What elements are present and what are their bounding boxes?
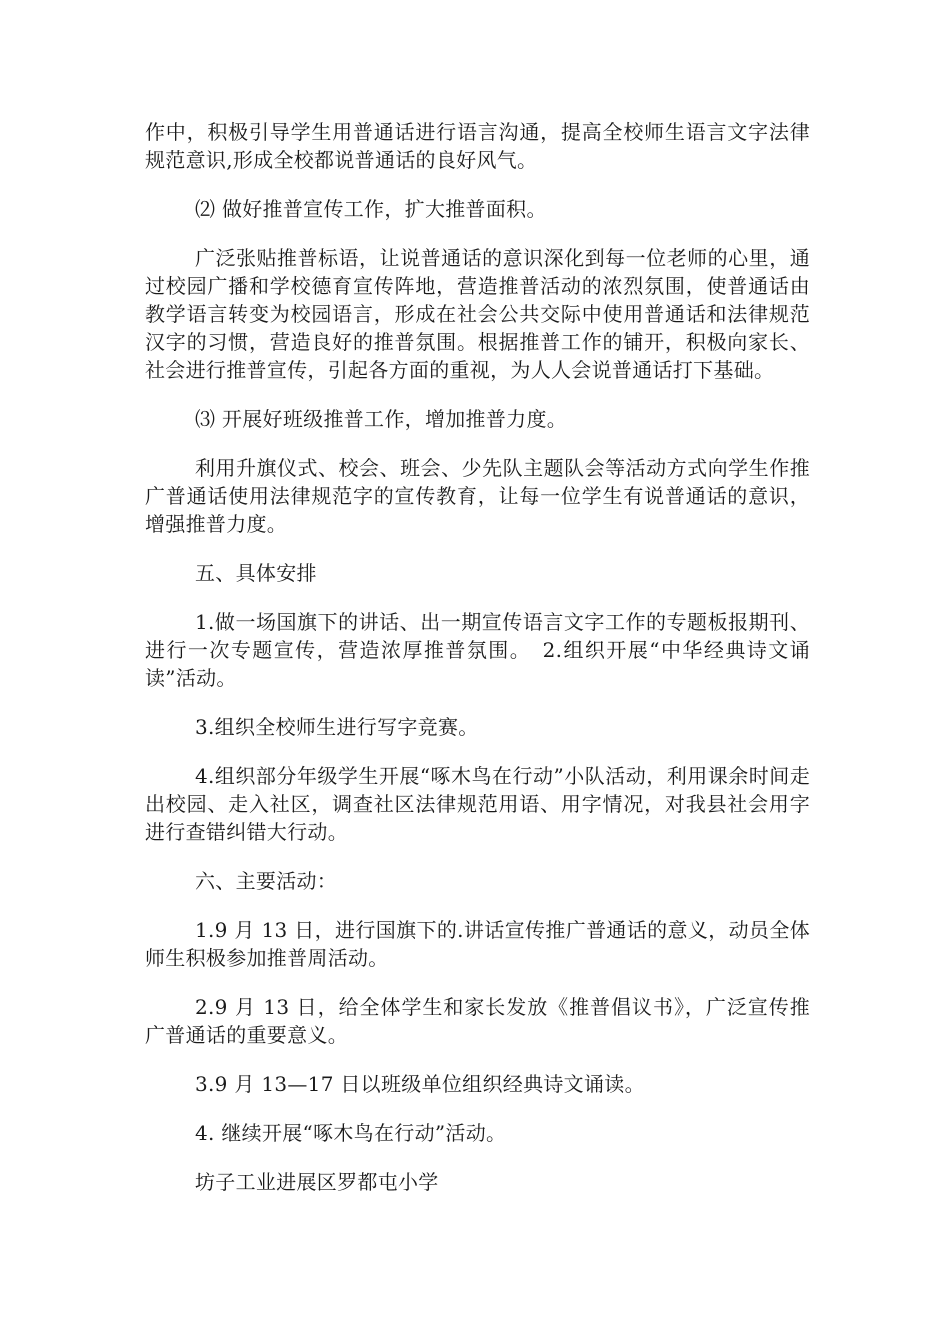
paragraph-flag-ceremony: 利用升旗仪式、校会、班会、少先队主题队会等活动方式向学生作推广普通话使用法律规范字的宣传教育，让每一位学生有说普通话的意识，增强推普力度。 — [145, 456, 810, 536]
list-item-activity-3: 3.9 月 13—17 日以班级单位组织经典诗文诵读。 — [195, 1072, 645, 1096]
subheading-promotion-publicity: ⑵ 做好推普宣传工作，扩大推普面积。 — [195, 197, 547, 221]
document-body — [145, 118, 810, 1217]
list-item-arrangement-4: 4.组织部分年级学生开展“啄木鸟在行动”小队活动，利用课余时间走出校园、走入社区，调查社区法律规范用语、用字情况，对我县社会用字进行查错纠错大行动。 — [145, 764, 810, 844]
list-item-arrangement-3: 3.组织全校师生进行写字竞赛。 — [195, 715, 479, 739]
section-heading-arrangements: 五、具体安排 — [195, 561, 317, 585]
subheading-class-work: ⑶ 开展好班级推普工作，增加推普力度。 — [195, 407, 568, 431]
list-item-activity-1: 1.9 月 13 日，进行国旗下的.讲话宣传推广普通话的意义，动员全体师生积极参加推普周活动。 — [145, 918, 810, 970]
paragraph-continuation: 作中，积极引导学生用普通话进行语言沟通，提高全校师生语言文字法律规范意识,形成全校都说普通话的良好风气。 — [145, 120, 810, 172]
signature-school-name: 坊子工业进展区罗都屯小学 — [195, 1170, 439, 1194]
list-item-activity-4: 4. 继续开展“啄木鸟在行动”活动。 — [195, 1121, 507, 1145]
section-heading-activities: 六、主要活动： — [195, 869, 338, 893]
list-item-arrangement-1: 1.做一场国旗下的讲话、出一期宣传语言文字工作的专题板报期刊、进行一次专题宣传，营造浓厚推普氛围。 2.组织开展“中华经典诗文诵读”活动。 — [145, 610, 810, 690]
paragraph-slogans: 广泛张贴推普标语，让说普通话的意识深化到每一位老师的心里，通过校园广播和学校德育宣传阵地，营造推普活动的浓烈氛围，使普通话由教学语言转变为校园语言，形成在社会公共交际中使用普通话和法律规范汉字的习惯，营造良好的推普氛围。根据推普工作的铺开，积极向家长、社会进行推普宣传，引起各方面的重视，为人人会说普通话打下基础。 — [145, 246, 810, 382]
list-item-activity-2: 2.9 月 13 日，给全体学生和家长发放《推普倡议书》，广泛宣传推广普通话的重要意义。 — [145, 995, 810, 1047]
